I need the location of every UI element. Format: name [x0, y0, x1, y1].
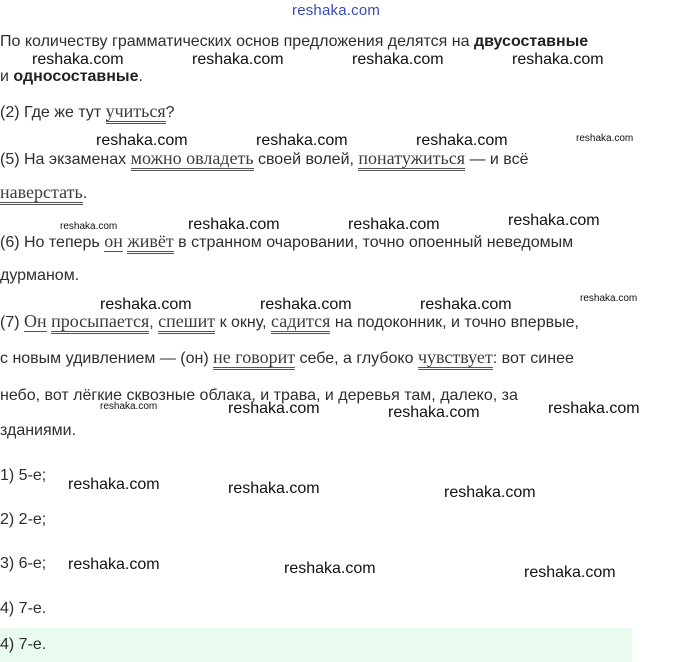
predicate-chuvstvuet: чувствует — [418, 347, 493, 370]
watermark: reshaka.com — [348, 216, 440, 233]
sentence-7-line-2 — [0, 347, 574, 369]
subject-on-7: Он — [24, 311, 47, 331]
watermark: reshaka.com — [228, 400, 320, 417]
intro-line-2 — [0, 67, 143, 87]
watermark: reshaka.com — [508, 212, 600, 229]
watermark: reshaka.com — [352, 51, 444, 68]
watermark: reshaka.com — [228, 480, 320, 497]
term-two-part: двусоставные — [473, 33, 589, 50]
option-2[interactable]: 2) 2-е; — [0, 511, 47, 528]
subject-on: он — [104, 231, 123, 251]
sentence-7-line-3: небо, вот лёгкие сквозные облака, и трава, и деревья там, далеко, за — [0, 387, 518, 404]
predicate-naverstat: наверстать — [0, 182, 83, 205]
sentence-7-num: (7) — [0, 314, 24, 331]
sentence-7-l2b: себе, а глубоко — [295, 350, 418, 367]
watermark: reshaka.com — [580, 293, 638, 304]
watermark: reshaka.com — [192, 51, 284, 68]
watermark: reshaka.com — [416, 132, 508, 149]
watermark: reshaka.com — [284, 560, 376, 577]
watermark: reshaka.com — [188, 216, 280, 233]
watermark: reshaka.com — [420, 296, 512, 313]
option-3[interactable]: 3) 6-е; — [0, 555, 47, 572]
predicate-speshit: спешит — [158, 311, 215, 334]
intro-and: и — [0, 68, 14, 85]
sentence-6-text: (6) Но теперь — [0, 234, 105, 251]
sentence-6-tail: в странном очаровании, точно опоенный неведомым — [173, 234, 574, 251]
sentence-6-line-1 — [0, 231, 573, 253]
predicate-zhivyot: живёт — [127, 231, 173, 254]
watermark: reshaka.com — [256, 132, 348, 149]
watermark: reshaka.com — [60, 221, 118, 232]
sentence-7-l2a: с новым удивлением — (он) — [0, 350, 214, 367]
sentence-2-text: (2) Где же тут — [0, 104, 106, 121]
watermark: reshaka.com — [576, 133, 634, 144]
option-1[interactable]: 1) 5-е; — [0, 467, 47, 484]
watermark: reshaka.com — [388, 404, 480, 421]
sentence-2 — [0, 101, 175, 123]
sentence-7-mid: к окну, — [215, 314, 272, 331]
watermark: reshaka.com — [260, 296, 352, 313]
sentence-7-tail: на подоконник, и точно впервые, — [330, 314, 579, 331]
watermark: reshaka.com — [524, 564, 616, 581]
intro-dot: . — [138, 68, 143, 85]
option-4[interactable]: 4) 7-е. — [0, 600, 47, 617]
answer-highlight — [0, 628, 632, 662]
watermark: reshaka.com — [68, 476, 160, 493]
comma: , — [149, 314, 154, 331]
intro-text: По количеству грамматических основ предложения делятся на — [0, 33, 474, 50]
predicate-mozhno-ovladet: можно овладеть — [131, 148, 254, 171]
term-one-part: односоставные — [13, 68, 139, 85]
sentence-7-line-1 — [0, 311, 579, 333]
watermark: reshaka.com — [548, 400, 640, 417]
predicate-uchitsya: учиться — [106, 101, 166, 124]
predicate-ne-govorit: не говорит — [213, 347, 295, 370]
watermark: reshaka.com — [68, 556, 160, 573]
sentence-5-tail: — и всё — [465, 151, 529, 168]
watermark: reshaka.com — [444, 484, 536, 501]
watermark: reshaka.com — [96, 132, 188, 149]
predicate-prosypaetsya: просыпается — [51, 311, 149, 334]
watermark: reshaka.com — [32, 51, 124, 68]
sentence-2-end: ? — [165, 104, 175, 121]
answer-text: 4) 7-е. — [0, 636, 47, 653]
predicate-saditsya: садится — [271, 311, 330, 334]
sentence-5-mid: своей волей, — [253, 151, 359, 168]
sentence-5-line-2 — [0, 182, 87, 204]
sentence-7-l2c: : вот синее — [492, 350, 574, 367]
predicate-ponatuzhitsya: понатужиться — [358, 148, 465, 171]
site-header[interactable]: reshaka.com — [292, 2, 381, 19]
sentence-5-text: (5) На экзаменах — [0, 151, 131, 168]
sentence-5-line-1 — [0, 148, 529, 170]
sentence-5-end: . — [82, 185, 88, 202]
watermark: reshaka.com — [512, 51, 604, 68]
sentence-6-line-2: дурманом. — [0, 267, 80, 284]
watermark: reshaka.com — [100, 401, 158, 412]
intro-line-1 — [0, 32, 588, 52]
sentence-7-line-4: зданиями. — [0, 422, 77, 439]
watermark: reshaka.com — [100, 296, 192, 313]
